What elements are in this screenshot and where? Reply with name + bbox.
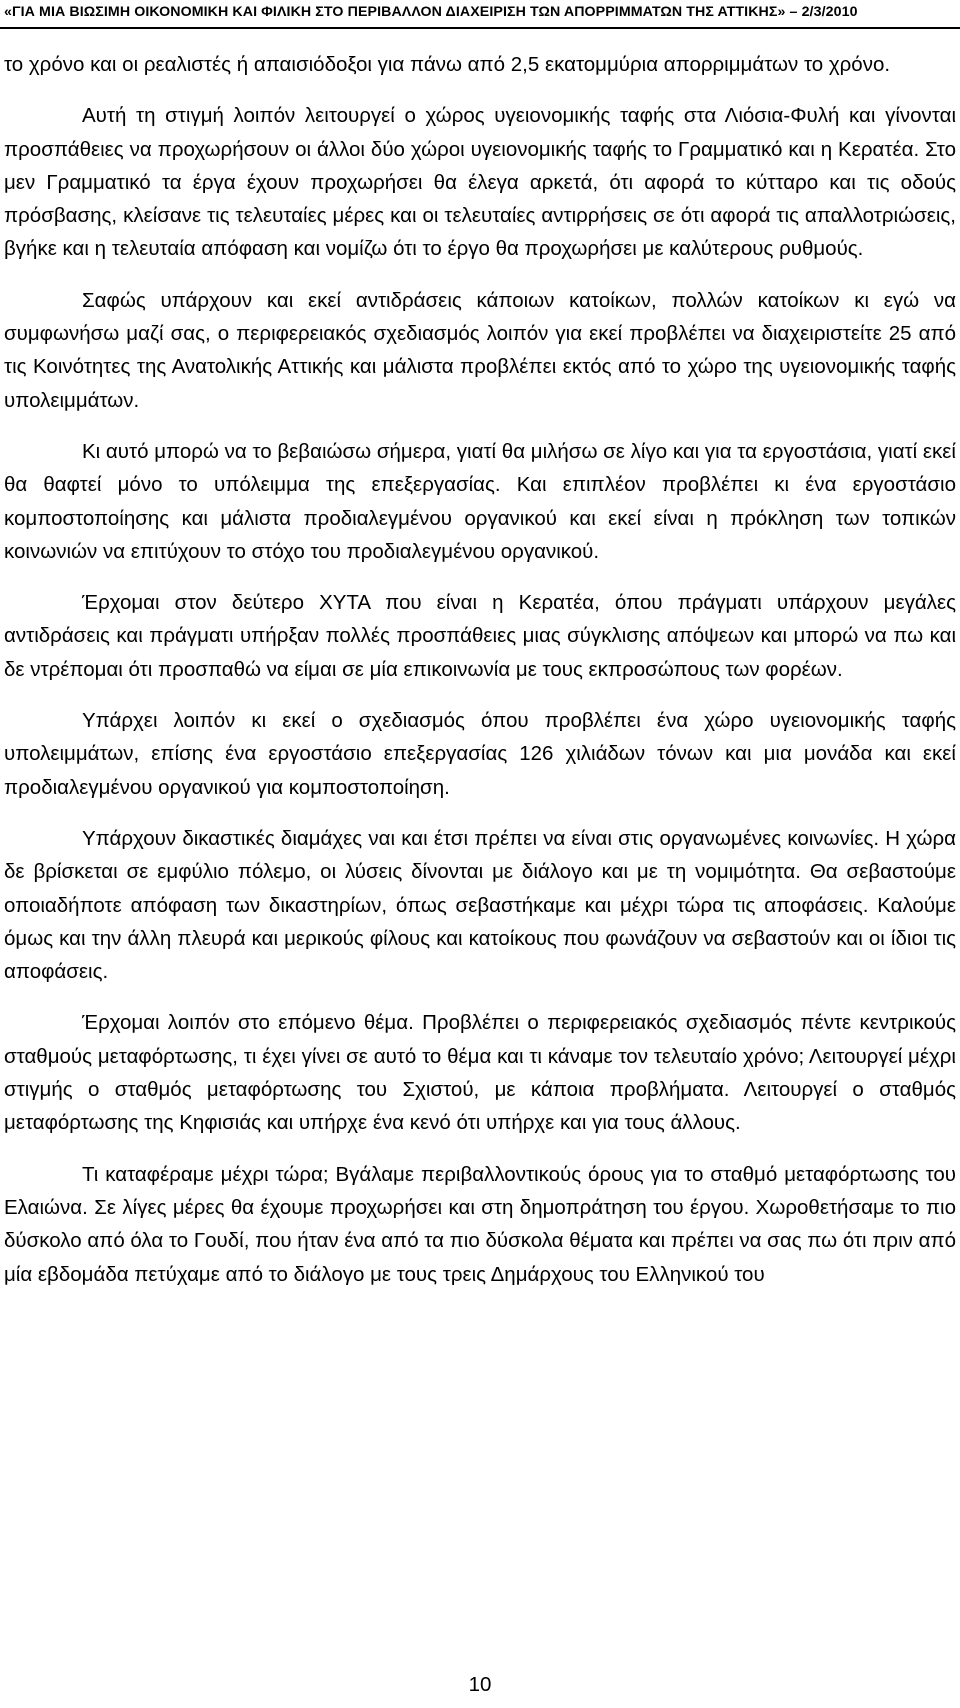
paragraph: Αυτή τη στιγμή λοιπόν λειτουργεί ο χώρος υγειονομικής ταφής στα Λιόσια-Φυλή και γίνονται προσπάθειες να προχωρήσουν οι άλλοι δύο χώροι υγειονομικής ταφής το Γραμματικό και η Κερατέα. Στο μεν Γραμματικό τα έργα έχουν προχωρήσει θα έλεγα αρκετά, ότι αφορά το κύτταρο και τις οδούς πρόσβασης, κλείσανε τις τελευταίες μέρες και οι τελευταίες αντιρρήσεις σε ότι αφορά τις απαλλοτριώσεις, βγήκε και η τελευταία απόφαση και νομίζω ότι το έργο θα προχωρήσει με καλύτερους ρυθμούς. — [4, 104, 956, 261]
paragraph: Υπάρχουν δικαστικές διαμάχες ναι και έτσι πρέπει να είναι στις οργανωμένες κοινωνίες. Η χώρα δε βρίσκεται σε εμφύλιο πόλεμο, οι λύσεις δίνονται με διάλογο και με τη νομιμότητα. Θα σεβαστούμε οποιαδήποτε απόφαση των δικαστηρίων, όπως σεβαστήκαμε και μέχρι τώρα τις αποφάσεις. Καλούμε όμως και την άλλη πλευρά και μερικούς φίλους και κατοίκους που φωνάζουν να σεβαστούν και οι ίδιοι τις αποφάσεις. — [4, 826, 956, 984]
page-number: 10 — [468, 1673, 492, 1696]
paragraph: Σαφώς υπάρχουν και εκεί αντιδράσεις κάποιων κατοίκων, πολλών κατοίκων κι εγώ να συμφωνήσω μαζί σας, ο περιφερειακός σχεδιασμός λοιπόν για εκεί προβλέπει να διαχειριστείτε 25 από τις Κοινότητες της Ανατολικής Αττικής και μάλιστα προβλέπει εκτός από το χώρο της υγειονομικής ταφής υπολειμμάτων. — [4, 288, 956, 412]
document-header: «ΓΙΑ ΜΙΑ ΒΙΩΣΙΜΗ ΟΙΚΟΝΟΜΙΚΗ ΚΑΙ ΦΙΛΙΚΗ ΣΤΟ ΠΕΡΙΒΑΛΛΟΝ ΔΙΑΧΕΙΡΙΣΗ ΤΩΝ ΑΠΟΡΡΙΜΜΑΤΩΝ ΤΗΣ ΑΤΤΙΚΗΣ» – 2/3/2010 — [4, 4, 858, 20]
paragraph: Κι αυτό μπορώ να το βεβαιώσω σήμερα, γιατί θα μιλήσω σε λίγο και για τα εργοστάσια, γιατί εκεί θα θαφτεί μόνο το υπόλειμμα της επεξεργασίας. Και επιπλέον προβλέπει κι ένα εργοστάσιο κομποστοποίησης και μάλιστα προδιαλεγμένου οργανικού και εκεί είναι η πρόκληση των τοπικών κοινωνιών να επιτύχουν το στόχο του προδιαλεγμένου οργανικού. — [4, 439, 956, 563]
paragraph: Έρχομαι στον δεύτερο ΧΥΤΑ που είναι η Κερατέα, όπου πράγματι υπάρχουν μεγάλες αντιδράσεις και πράγματι υπήρξαν πολλές προσπάθειες μιας σύγκλισης απόψεων και μπορώ να πω και δε ντρέπομαι ότι προσπαθώ να είμαι σε μία επικοινωνία με τους εκπροσώπους των φορέων. — [4, 591, 956, 681]
paragraph: Τι καταφέραμε μέχρι τώρα; Βγάλαμε περιβαλλοντικούς όρους για το σταθμό μεταφόρτωσης του Ελαιώνα. Σε λίγες μέρες θα έχουμε προχωρήσει και στη δημοπράτηση του έργου. Χωροθετήσαμε το πιο δύσκολο από όλα το Γουδί, που ήταν ένα από τα πιο δύσκολα θέματα και πρέπει να σας πω ότι πριν από μία εβδομάδα πετύχαμε από το διάλογο με τους τρεις Δημάρχους του Ελληνικού του — [4, 1162, 956, 1286]
document-body — [4, 48, 956, 1309]
paragraph: Έρχομαι λοιπόν στο επόμενο θέμα. Προβλέπει ο περιφερειακός σχεδιασμός πέντε κεντρικούς σταθμούς μεταφόρτωσης, τι έχει γίνει σε αυτό το θέμα και τι κάναμε τον τελευταίο χρόνο; Λειτουργεί μέχρι στιγμής ο σταθμός μεταφόρτωσης του Σχιστού, με κάποια προβλήματα. Λειτουργεί ο σταθμός μεταφόρτωσης της Κηφισιάς και υπήρχε ένα κενό ότι υπήρχε και για τους άλλους. — [4, 1011, 956, 1135]
header-divider — [0, 27, 960, 29]
paragraph: Υπάρχει λοιπόν κι εκεί ο σχεδιασμός όπου προβλέπει ένα χώρο υγειονομικής ταφής υπολειμμάτων, επίσης ένα εργοστάσιο επεξεργασίας 126 χιλιάδων τόνων και μια μονάδα και εκεί προδιαλεγμένου οργανικού για κομποστοποίηση. — [4, 709, 956, 799]
paragraph: το χρόνο και οι ρεαλιστές ή απαισιόδοξοι για πάνω από 2,5 εκατομμύρια απορριμμάτων το χρόνο. — [4, 53, 891, 76]
